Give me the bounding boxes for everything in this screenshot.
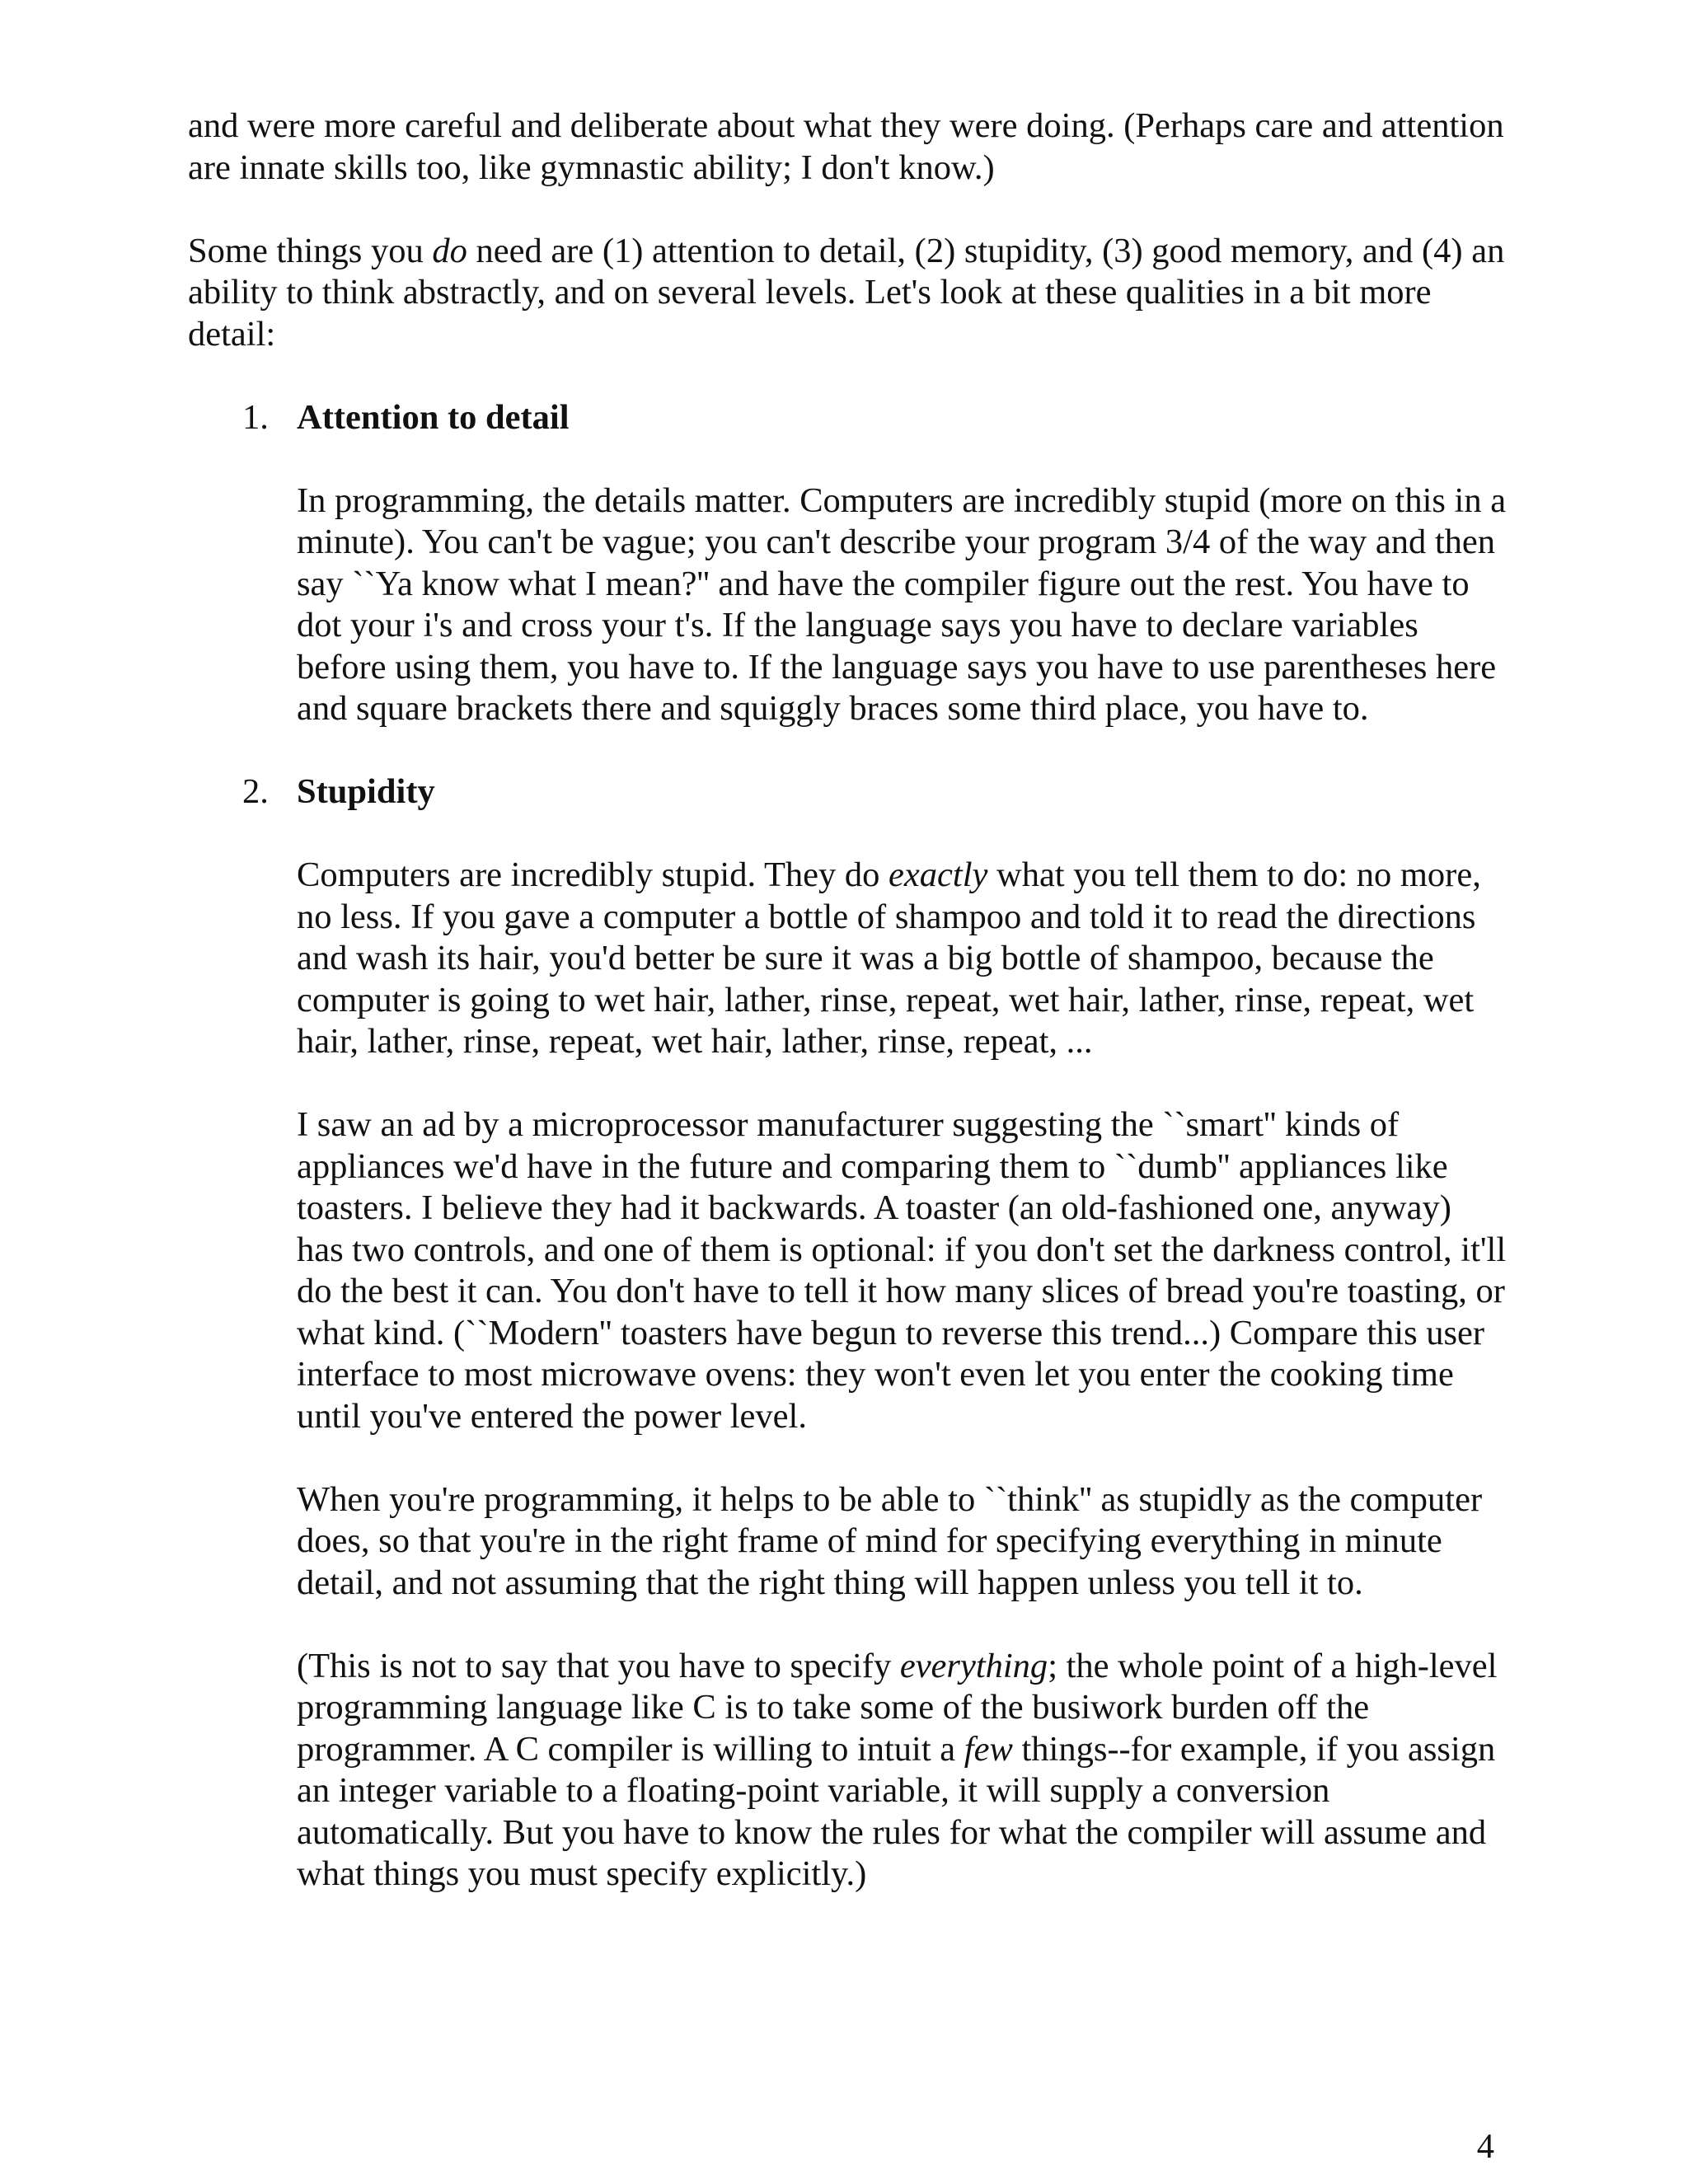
emphasis-everything: everything [899, 1646, 1048, 1685]
emphasis-few: few [964, 1729, 1013, 1769]
list-item-paragraph: When you're programming, it helps to be able to ``think'' as stupidly as the computer does, so that you're in the right frame of mind for specifying everything in minute detail, and not assuming that the right thing will happen unless you tell it to. [297, 1479, 1483, 1602]
emphasis-exactly: exactly [889, 855, 988, 894]
paragraph-text: Computers are incredibly stupid. They do [297, 855, 889, 894]
intro-paragraph-2-text-a: Some things you [188, 231, 433, 270]
list-item-paragraph: In programming, the details matter. Computers are incredibly stupid (more on this in a minute). You can't be vague; you can't describe your program 3/4 of the way and then say ``Ya know what I mean?'' and have the compiler figure out the rest. You have to dot your i's and cross your t's. If the language says you have to declare variables before using them, you have to. If the language says you have to use parentheses here and square brackets there and squiggly braces some third place, you have to. [297, 480, 1507, 728]
paragraph-text: ; the whole point of a high-level programming language like C is to take some of the busiwork burden off the programmer. A C compiler is willing to intuit a [297, 1646, 1498, 1769]
paragraph-text: what you tell them to do: no more, no less. If you gave a computer a bottle of shampoo and told it to read the directions and wash its hair, you'd better be sure it was a big bottle of shampoo, because the computer is going to wet hair, lather, rinse, repeat, wet hair, lather, rinse, repeat, wet hair, lather, rinse, repeat, wet hair, lather, rinse, repeat, ... [297, 855, 1481, 1061]
page-number: 4 [1476, 2127, 1494, 2166]
list-item-paragraph [297, 1646, 1507, 1896]
document-page [188, 105, 1507, 1937]
list-item-heading: Attention to detail [297, 397, 570, 437]
list-item-attention-to-detail [188, 397, 1507, 730]
list-item-number: 2. [242, 772, 269, 811]
paragraph-text: things--for example, if you assign an integer variable to a floating-point variable, it will supply a conversion automatically. But you have to know the rules for what the compiler will assume and what things you must specify explicitly.) [297, 1729, 1496, 1893]
intro-paragraph-2-text-b: need are (1) attention to detail, (2) stupidity, (3) good memory, and (4) an ability to think abstractly, and on several levels. Let's look at these qualities in a bit more detail: [188, 231, 1505, 354]
emphasis-do: do [432, 231, 467, 270]
intro-paragraph-2 [188, 231, 1507, 356]
list-item-stupidity [188, 771, 1507, 1896]
intro-paragraph-1: and were more careful and deliberate about what they were doing. (Perhaps care and attention are innate skills too, like gymnastic ability; I don't know.) [188, 106, 1504, 187]
list-item-paragraph: I saw an ad by a microprocessor manufacturer suggesting the ``smart'' kinds of appliances we'd have in the future and comparing them to ``dumb'' appliances like toasters. I believe they had it backwards. A toaster (an old-fashioned one, anyway) has two controls, and one of them is optional: if you don't set the darkness control, it'll do the best it can. You don't have to tell it how many slices of bread you're toasting, or what kind. (``Modern'' toasters have begun to reverse this trend...) Compare this user interface to most microwave ovens: they won't even let you enter the cooking time until you've entered the power level. [297, 1105, 1507, 1436]
list-item-number: 1. [242, 397, 269, 437]
paragraph-text: (This is not to say that you have to specify [297, 1646, 900, 1685]
list-item-paragraph [297, 855, 1507, 1063]
list-item-heading: Stupidity [297, 772, 435, 811]
